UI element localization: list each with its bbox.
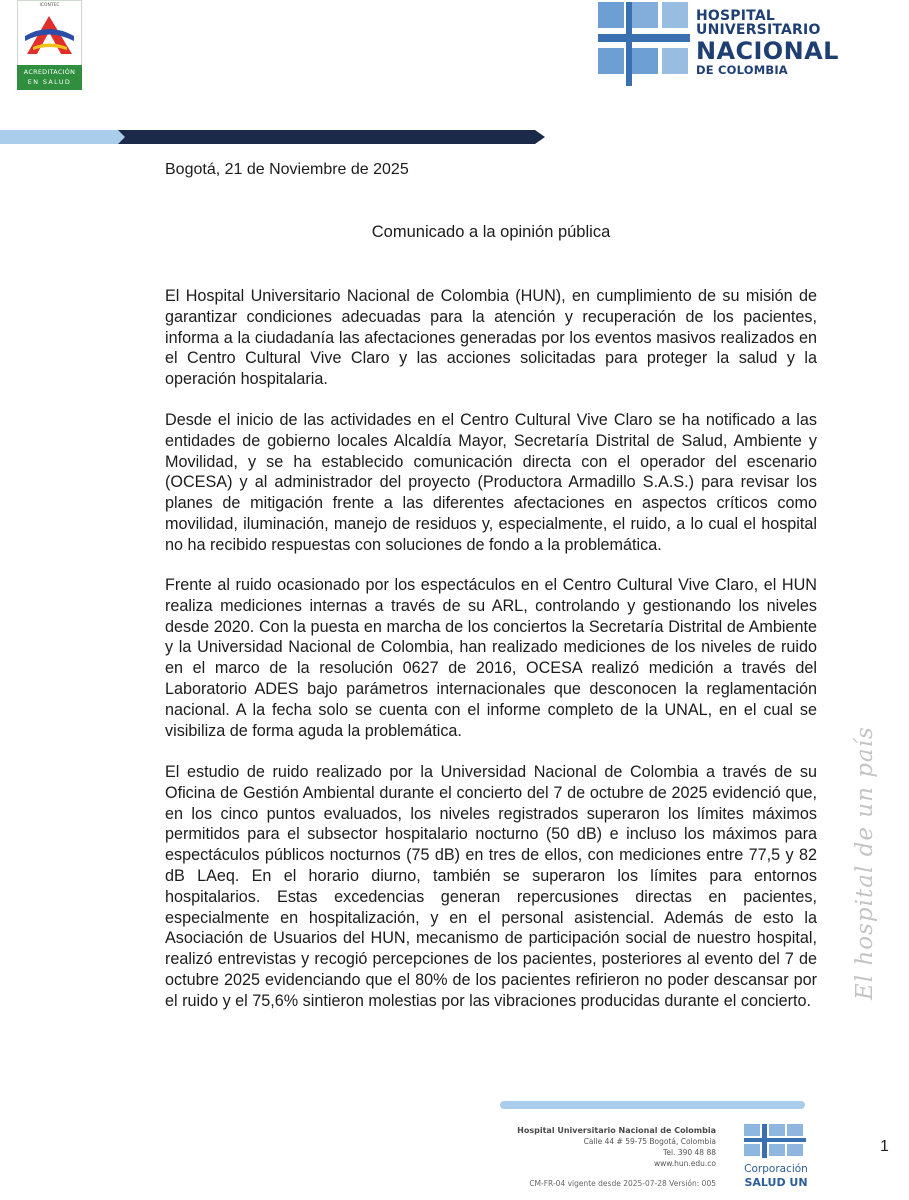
hospital-logo-line-2: UNIVERSITARIO xyxy=(696,22,821,38)
footer-org-name: Hospital Universitario Nacional de Colombia xyxy=(517,1126,716,1135)
accreditation-label-1: ACREDITACIÓN xyxy=(23,68,76,76)
header-divider-bar xyxy=(0,127,560,147)
accreditation-top-text: ICONTEC xyxy=(39,3,60,8)
document-date: Bogotá, 21 de Noviembre de 2025 xyxy=(165,161,409,178)
paragraph-4: El estudio de ruido realizado por la Universidad Nacional de Colombia a través de su Oficina de Gestión Ambiental durante el concierto del 7 de octubre de 2025 evidenció que, en los cinco puntos evaluados, los niveles registrados superaron los límites máximos permitidos para el subsector hospitalario nocturno (50 dB) e incluso los máximos para espectáculos públicos nocturnos (75 dB) en tres de ellos, con mediciones entre 77,5 y 82 dB LAeq. En el horario diurno, también se superaron los límites para entornos hospitalarios. Estas excedencias generan repercusiones directas en pacientes, especialmente en hospitalización, y en el personal asistencial. Además de esto la Asociación de Usuarios del HUN, mecanismo de participación social de nuestro hospital, realizó entrevistas y recogió percepciones de los pacientes, posteriores al evento del 7 de octubre 2025 evidenciando que el 80% de los pacientes refirieron no poder descansar por el ruido y el 75,6% sintieron molestias por las vibraciones producidas durante el concierto. xyxy=(165,763,817,1010)
accreditation-emblem-icon xyxy=(23,14,76,56)
side-slogan xyxy=(852,726,878,1020)
corporacion-label-2: SALUD UN xyxy=(744,1176,808,1189)
hospital-logo-line-4: DE COLOMBIA xyxy=(696,63,788,77)
hospital-logo-line-3: NACIONAL xyxy=(696,37,839,65)
accreditation-logo xyxy=(17,0,82,90)
footer-form-code: CM-FR-04 vigente desde 2025-07-28 Versión: 005 xyxy=(529,1179,716,1188)
footer-website: www.hun.edu.co xyxy=(654,1159,716,1168)
page-number: 1 xyxy=(880,1138,889,1155)
accreditation-label-2: EN SALUD xyxy=(27,78,72,86)
side-slogan-text: El hospital de un país xyxy=(852,726,878,1000)
paragraph-2: Desde el inicio de las actividades en el Centro Cultural Vive Claro se ha notificado a las entidades de gobierno locales Alcaldía Mayor, Secretaría Distrital de Salud, Ambiente y Movilidad, y se ha establecido comunicación directa con el operador del escenario (OCESA) y al administrador del proyecto (Productora Armadillo S.A.S.) para revisar los planes de mitigación frente a las diferentes afectaciones en aspectos críticos como movilidad, iluminación, manejo de residuos y, especialmente, el ruido, a lo cual el hospital no ha recibido respuestas con soluciones de fondo a la problemática. xyxy=(165,411,817,554)
footer-address: Calle 44 # 59-75 Bogotá, Colombia xyxy=(583,1137,716,1146)
footer-contact xyxy=(470,1125,716,1169)
paragraph-1: El Hospital Universitario Nacional de Colombia (HUN), en cumplimiento de su misión de garantizar condiciones adecuadas para la atención y recuperación de los pacientes, informa a la ciudadanía las afectaciones generadas por los eventos masivos realizados en el Centro Cultural Vive Claro y las acciones solicitadas para proteger la salud y la operación hospitalaria. xyxy=(165,287,817,389)
document-title: Comunicado a la opinión pública xyxy=(371,223,611,241)
corporacion-salud-logo xyxy=(740,1122,812,1192)
footer-divider-bar xyxy=(500,1101,805,1109)
corporacion-label-1: Corporación xyxy=(744,1163,808,1175)
footer-phone: Tel. 390 48 88 xyxy=(663,1148,716,1157)
hospital-logo xyxy=(596,0,839,92)
paragraph-3: Frente al ruido ocasionado por los espectáculos en el Centro Cultural Vive Claro, el HUN realiza mediciones internas a través de su ARL, controlando y gestionando los niveles desde 2020. Con la puesta en marcha de los conciertos la Secretaría Distrital de Ambiente y la Universidad Nacional de Colombia, han realizado mediciones de los niveles de ruido en el marco de la resolución 0627 de 2016, OCESA realizó medición a través del Laboratorio ADES bajo parámetros internacionales que desconocen la reglamentación nacional. A la fecha solo se cuenta con el informe completo de la UNAL, en el cual se visibiliza de forma aguda la problemática. xyxy=(165,576,817,740)
hospital-logo-line-1: HOSPITAL xyxy=(696,8,775,24)
